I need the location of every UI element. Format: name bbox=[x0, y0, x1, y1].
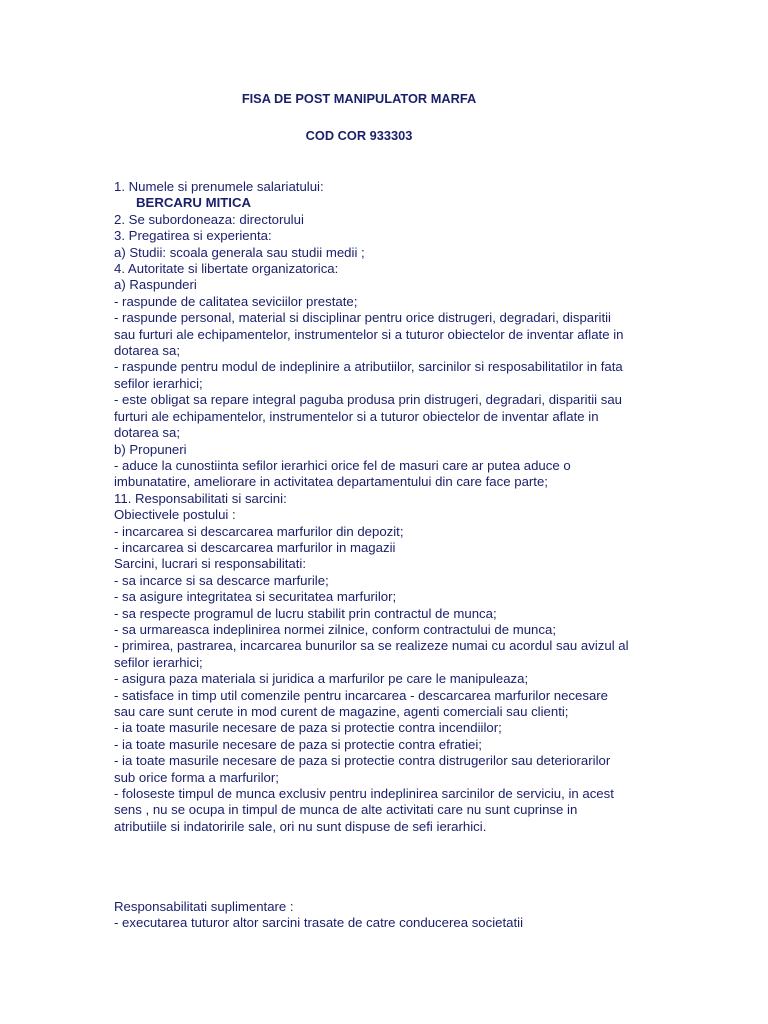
text-line: - sa incarce si sa descarce marfurile; bbox=[114, 572, 329, 588]
text-line: - aduce la cunostiinta sefilor ierarhici orice fel de masuri care ar putea aduce o bbox=[114, 457, 571, 473]
text-line: sau care sunt cerute in mod curent de magazine, agenti comerciali sau clienti; bbox=[114, 704, 569, 719]
additional-item: - executarea tuturor altor sarcini trasate de catre conducerea societatii bbox=[114, 915, 524, 931]
text-line: - sa asigure integritatea si securitatea marfurilor; bbox=[114, 589, 397, 605]
text-line: - primirea, pastrarea, incarcarea bunurilor sa se realizeze numai cu acordul sau avizul al bbox=[114, 638, 629, 654]
text-line: dotarea sa; bbox=[114, 425, 180, 441]
text-line: - ia toate masurile necesare de paza si protectie contra incendiilor; bbox=[114, 720, 502, 736]
text-line: sau furturi ale echipamentelor, instrumentelor si a tuturor obiectelor de inventar aflate in bbox=[114, 326, 624, 342]
text-line: - sa respecte programul de lucru stabilit prin contractul de munca; bbox=[114, 605, 497, 621]
text-line: 3. Pregatirea si experienta: bbox=[114, 228, 272, 244]
text-line: 11. Responsabilitati si sarcini: bbox=[114, 490, 287, 506]
text-line: 1. Numele si prenumele salariatului: bbox=[114, 179, 324, 194]
text-line: - ia toate masurile necesare de paza si protectie contra distrugerilor sau deteriorarilor bbox=[114, 753, 611, 769]
text-line: b) Propuneri bbox=[114, 441, 187, 457]
text-line: imbunatatire, ameliorare in activitatea departamentului din care face parte; bbox=[114, 474, 548, 490]
text-line: sefilor ierarhici; bbox=[114, 654, 203, 670]
text-line: dotarea sa; bbox=[114, 343, 180, 359]
document-title: FISA DE POST MANIPULATOR MARFA bbox=[241, 91, 477, 106]
additional-responsibilities bbox=[114, 899, 659, 932]
text-line: furturi ale echipamentelor, instrumentelor si a tuturor obiectelor de inventar aflate in bbox=[114, 408, 599, 424]
document-body bbox=[114, 179, 659, 835]
text-line: - raspunde pentru modul de indeplinire a atributiilor, sarcinilor si resposabilitatilor in fata bbox=[114, 359, 623, 375]
text-line: sub orice forma a marfurilor; bbox=[114, 769, 279, 785]
text-line: - raspunde de calitatea seviciilor prestate; bbox=[114, 293, 358, 309]
text-line: Obiectivele postului : bbox=[114, 507, 236, 523]
additional-heading: Responsabilitati suplimentare : bbox=[114, 899, 294, 914]
text-line: 2. Se subordoneaza: directorului bbox=[114, 211, 304, 227]
text-line: 4. Autoritate si libertate organizatorica: bbox=[114, 261, 339, 277]
text-line: - foloseste timpul de munca exclusiv pentru indeplinirea sarcinilor de serviciu, in acest bbox=[114, 786, 614, 802]
text-line: - raspunde personal, material si disciplinar pentru orice distrugeri, degradari, disparitii bbox=[114, 310, 611, 326]
text-line: Sarcini, lucrari si responsabilitati: bbox=[114, 556, 307, 572]
text-line: a) Raspunderi bbox=[114, 277, 197, 293]
text-line: - ia toate masurile necesare de paza si protectie contra efratiei; bbox=[114, 736, 482, 752]
text-line: a) Studii: scoala generala sau studii medii ; bbox=[114, 244, 365, 260]
text-line: - satisface in timp util comenzile pentru incarcarea - descarcarea marfurilor necesare bbox=[114, 687, 609, 703]
employee-name: BERCARU MITICA bbox=[136, 195, 252, 211]
text-line: - incarcarea si descarcarea marfurilor in magazii bbox=[114, 539, 396, 555]
text-line: atributiile si indatoririle sale, ori nu sunt dispuse de sefi ierarhici. bbox=[114, 818, 487, 834]
text-line: - asigura paza materiala si juridica a marfurilor pe care le manipuleaza; bbox=[114, 671, 529, 687]
text-line: - incarcarea si descarcarea marfurilor din depozit; bbox=[114, 523, 404, 539]
text-line: - sa urmareasca indeplinirea normei zilnice, conform contractului de munca; bbox=[114, 621, 556, 637]
text-line: sefilor ierarhici; bbox=[114, 375, 203, 391]
document-code: COD COR 933303 bbox=[305, 128, 413, 143]
text-line: sens , nu se ocupa in timpul de munca de alte activitati care nu sunt cuprinse in bbox=[114, 802, 578, 818]
text-line: - este obligat sa repare integral paguba produsa prin distrugeri, degradari, disparitii sau bbox=[114, 392, 623, 408]
